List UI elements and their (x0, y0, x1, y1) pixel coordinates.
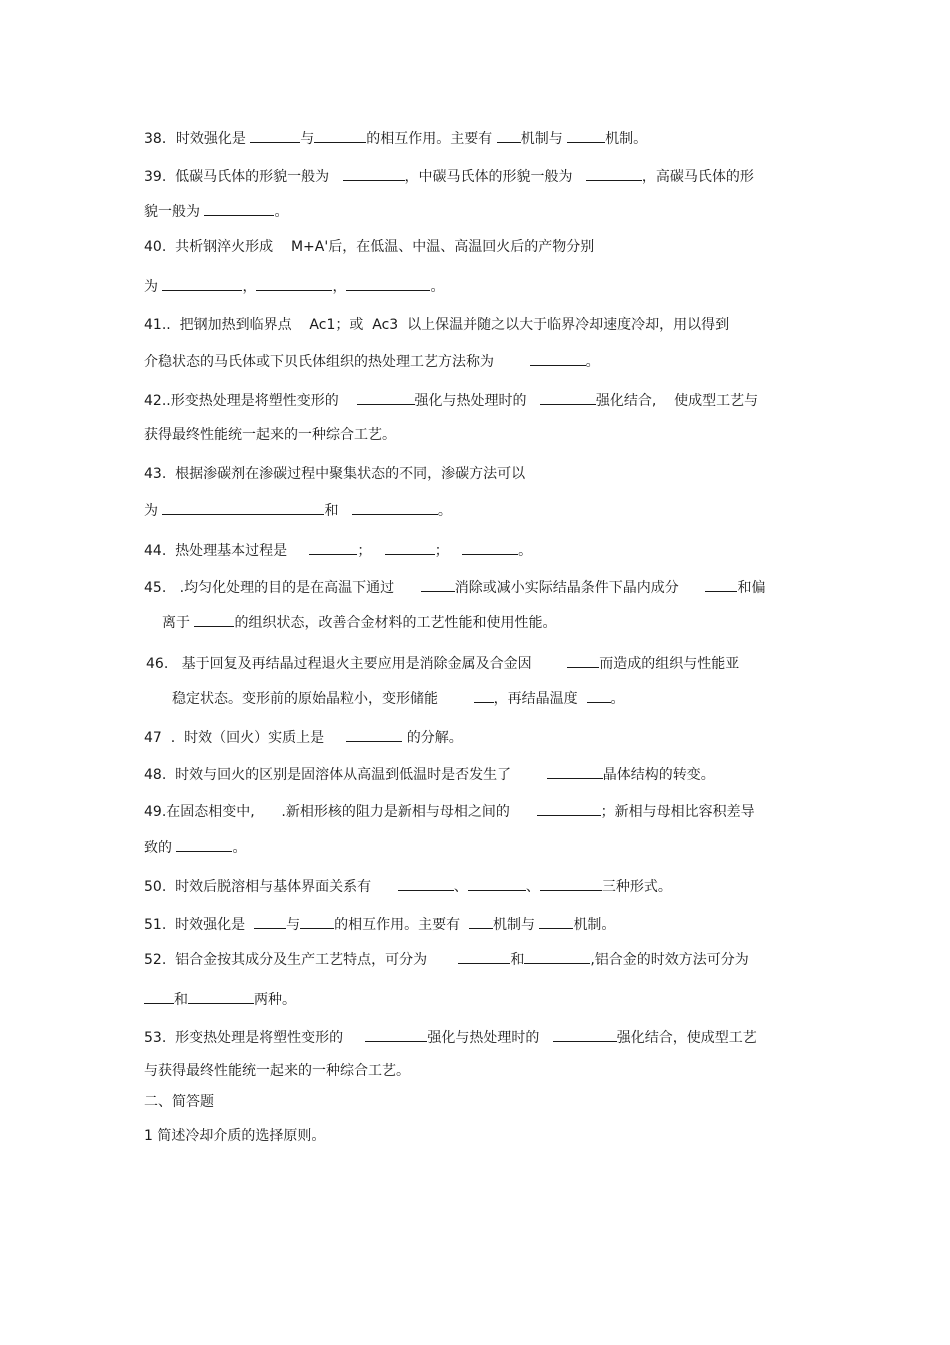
text-line (144, 1127, 325, 1145)
text-segment: 的相互作用。主要有 (334, 917, 469, 933)
text-segment: 。 (274, 204, 289, 220)
text-segment: 为 (144, 279, 163, 295)
fill-in-blank (474, 688, 494, 703)
fill-in-blank (497, 128, 521, 143)
text-segment: ，高碳马氏体的形 (641, 169, 754, 185)
fill-in-blank (343, 166, 405, 181)
text-segment: 1 简述冷却介质的选择原则。 (144, 1128, 326, 1144)
text-segment: 46. 基于回复及再结晶过程退火主要应用是消除金属及合金因 (146, 656, 568, 672)
text-line (144, 540, 532, 560)
text-segment: 43. 根据渗碳剂在渗碳过程中聚集状态的不同，渗碳方法可以 (144, 466, 526, 482)
fill-in-blank (540, 876, 602, 891)
text-segment: 39. 低碳马氏体的形貌一般为 (144, 169, 343, 185)
fill-in-blank (300, 914, 334, 929)
fill-in-blank (346, 727, 402, 742)
text-segment: 与 (300, 131, 315, 147)
text-line (144, 837, 246, 857)
text-segment: 获得最终性能统一起来的一种综合工艺。 (144, 427, 396, 443)
text-segment: ；新相与母相比容积差导 (600, 804, 755, 820)
text-segment: 三种形式。 (601, 879, 672, 895)
fill-in-blank (346, 276, 430, 291)
text-line (144, 764, 715, 784)
text-segment: 和 (324, 503, 352, 519)
text-line (144, 390, 758, 410)
fill-in-blank (530, 351, 586, 366)
text-line (144, 426, 396, 444)
fill-in-blank (553, 1027, 617, 1042)
text-segment: 的相互作用。主要有 (366, 131, 497, 147)
text-segment: 介稳状态的马氏体或下贝氏体组织的热处理工艺方法称为 (144, 354, 530, 370)
fill-in-blank (421, 577, 455, 592)
text-line (144, 876, 672, 896)
text-line (144, 1027, 757, 1047)
text-line (144, 801, 755, 821)
text-line (144, 577, 765, 597)
text-segment: 52. 铝合金按其成分及生产工艺特点，可分为 (144, 952, 459, 968)
fill-in-blank (365, 1027, 427, 1042)
fill-in-blank (398, 876, 454, 891)
fill-in-blank (314, 128, 366, 143)
text-segment: 而造成的组织与性能亚 (599, 656, 740, 672)
text-segment: 50. 时效后脱溶相与基体界面关系有 (144, 879, 398, 895)
text-segment: 机制与 (492, 917, 540, 933)
text-line (144, 727, 463, 747)
text-segment: 。 (232, 840, 247, 856)
fill-in-blank (458, 949, 510, 964)
text-segment: 致的 (144, 840, 177, 856)
text-segment: 38．时效强化是 (144, 131, 251, 147)
text-line (144, 201, 288, 221)
fill-in-blank (352, 500, 438, 515)
text-line (144, 989, 296, 1009)
fill-in-blank (462, 540, 518, 555)
text-segment: 、 (525, 879, 540, 895)
text-segment: 稳定状态。变形前的原始晶粒小，变形储能 (172, 691, 474, 707)
text-segment: 和偏 (737, 580, 766, 596)
fill-in-blank (204, 201, 274, 216)
text-segment: ， (332, 279, 347, 295)
fill-in-blank (357, 390, 415, 405)
text-segment: ，再结晶温度 (493, 691, 587, 707)
fill-in-blank (468, 876, 526, 891)
fill-in-blank (256, 276, 332, 291)
text-segment: 与 (286, 917, 301, 933)
text-segment: 。 (430, 279, 445, 295)
text-segment: 。 (610, 691, 625, 707)
text-line (144, 238, 594, 256)
text-segment: 44. 热处理基本过程是 (144, 543, 310, 559)
fill-in-blank (309, 540, 357, 555)
text-line (144, 316, 729, 334)
text-segment: 机制。 (573, 917, 616, 933)
text-line (144, 914, 615, 934)
text-segment: 49.在固态相变中, .新相形核的阻力是新相与母相之间的 (144, 804, 537, 820)
text-segment: 41.. 把钢加热到临界点 Ac1；或 Ac3 以上保温并随之以大于临界冷却速度冷却，用以得到 (144, 317, 730, 333)
text-segment: 45. .均匀化处理的目的是在高温下通过 (144, 580, 421, 596)
text-segment: 强化结合，使成型工艺 (616, 1030, 757, 1046)
fill-in-blank (469, 914, 493, 929)
text-segment: 晶体结构的转变。 (602, 767, 715, 783)
text-segment: 机制。 (605, 131, 648, 147)
text-segment: 为 (144, 503, 163, 519)
text-segment: 。 (585, 354, 600, 370)
text-line (144, 351, 600, 371)
text-line (144, 1062, 410, 1080)
text-segment: ； (434, 543, 463, 559)
fill-in-blank (540, 390, 596, 405)
text-line (144, 276, 444, 296)
fill-in-blank (567, 653, 599, 668)
fill-in-blank (537, 801, 601, 816)
text-segment: 和 (510, 952, 525, 968)
text-segment: 两种。 (254, 992, 296, 1008)
fill-in-blank (162, 276, 242, 291)
text-segment: 、 (453, 879, 468, 895)
text-segment: 51. 时效强化是 (144, 917, 255, 933)
text-segment: 42..形变热处理是将塑性变形的 (144, 393, 357, 409)
text-segment: 离于 (162, 615, 195, 631)
text-segment: 强化与热处理时的 (414, 393, 540, 409)
fill-in-blank (194, 612, 234, 627)
fill-in-blank (162, 500, 324, 515)
text-segment: 强化与热处理时的 (427, 1030, 553, 1046)
text-segment: 。 (437, 503, 452, 519)
text-line (146, 653, 739, 673)
text-segment: 47 . 时效（回火）实质上是 (144, 730, 347, 746)
fill-in-blank (250, 128, 300, 143)
text-segment: ， (242, 279, 257, 295)
text-segment: 的分解。 (402, 730, 463, 746)
text-segment: 消除或减小实际结晶条件下晶内成分 (454, 580, 706, 596)
text-segment: 40. 共析钢淬火形成 M+A'后，在低温、中温、高温回火后的产物分别 (144, 239, 595, 255)
text-segment: 的组织状态，改善合金材料的工艺性能和使用性能。 (234, 615, 557, 631)
text-line (144, 1093, 214, 1111)
text-line (144, 949, 749, 969)
fill-in-blank (587, 688, 611, 703)
text-segment: ； (357, 543, 385, 559)
fill-in-blank (144, 989, 174, 1004)
text-line (162, 612, 556, 632)
fill-in-blank (705, 577, 737, 592)
text-segment: 48. 时效与回火的区别是固溶体从高温到低温时是否发生了 (144, 767, 547, 783)
text-line (144, 500, 452, 520)
fill-in-blank (385, 540, 435, 555)
text-segment: ,铝合金的时效方法可分为 (590, 952, 749, 968)
text-line (144, 465, 525, 483)
text-segment: 貌一般为 (144, 204, 205, 220)
text-line (144, 166, 754, 186)
fill-in-blank (586, 166, 642, 181)
text-segment: 。 (518, 543, 533, 559)
fill-in-blank (524, 949, 590, 964)
text-segment: ，中碳马氏体的形貌一般为 (404, 169, 586, 185)
fill-in-blank (547, 764, 603, 779)
text-segment: 机制与 (520, 131, 568, 147)
fill-in-blank (567, 128, 605, 143)
text-line (172, 688, 625, 708)
text-segment: 和 (174, 992, 188, 1008)
fill-in-blank (176, 837, 232, 852)
fill-in-blank (254, 914, 286, 929)
fill-in-blank (188, 989, 254, 1004)
fill-in-blank (539, 914, 573, 929)
text-segment: 53. 形变热处理是将塑性变形的 (144, 1030, 366, 1046)
text-line (144, 128, 647, 148)
text-segment: 二、简答题 (144, 1094, 214, 1110)
text-segment: 与获得最终性能统一起来的一种综合工艺。 (144, 1063, 410, 1079)
text-segment: 强化结合, 使成型工艺与 (595, 393, 759, 409)
